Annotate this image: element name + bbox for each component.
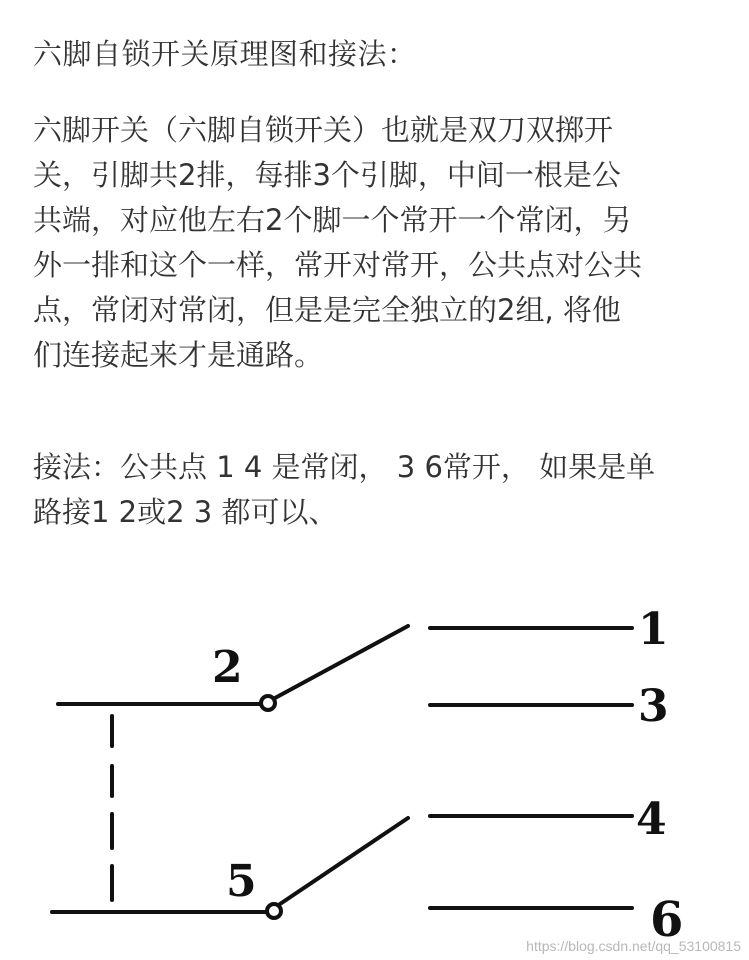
paragraph-line: 外一排和这个一样，常开对常开，公共点对公共	[33, 248, 643, 282]
pin-label-3: 3	[638, 681, 669, 732]
pin-label-1: 1	[638, 604, 669, 655]
switch-schematic	[0, 570, 749, 960]
paragraph-line: 关，引脚共2排，每排3个引脚，中间一根是公	[33, 158, 621, 192]
paragraph-line: 路接1 2或2 3 都可以、	[33, 495, 338, 529]
lower-pivot	[267, 904, 281, 918]
paragraph-line: 接法：公共点 1 4 是常闭， 3 6常开， 如果是单	[33, 450, 656, 484]
pin-label-5: 5	[226, 856, 257, 907]
paragraph-line: 共端，对应他左右2个脚一个常开一个常闭，另	[33, 203, 632, 237]
wiring-paragraph	[33, 445, 723, 535]
pin-label-2: 2	[212, 642, 243, 693]
lower-switch-lever	[280, 818, 408, 904]
pin-label-6: 6	[650, 892, 684, 948]
pin-label-4: 4	[636, 794, 667, 845]
paragraph-line: 六脚开关（六脚自锁开关）也就是双刀双掷开	[33, 113, 614, 147]
paragraph-line: 们连接起来才是通路。	[33, 338, 324, 372]
upper-pivot	[261, 696, 275, 710]
article-heading: 六脚自锁开关原理图和接法：	[33, 37, 417, 71]
paragraph-line: 点，常闭对常闭，但是是完全独立的2组, 将他	[33, 293, 621, 327]
source-watermark: https://blog.csdn.net/qq_53100815	[526, 938, 741, 954]
description-paragraph	[33, 108, 723, 378]
schematic-lines	[52, 626, 632, 912]
upper-switch-lever	[275, 626, 408, 698]
